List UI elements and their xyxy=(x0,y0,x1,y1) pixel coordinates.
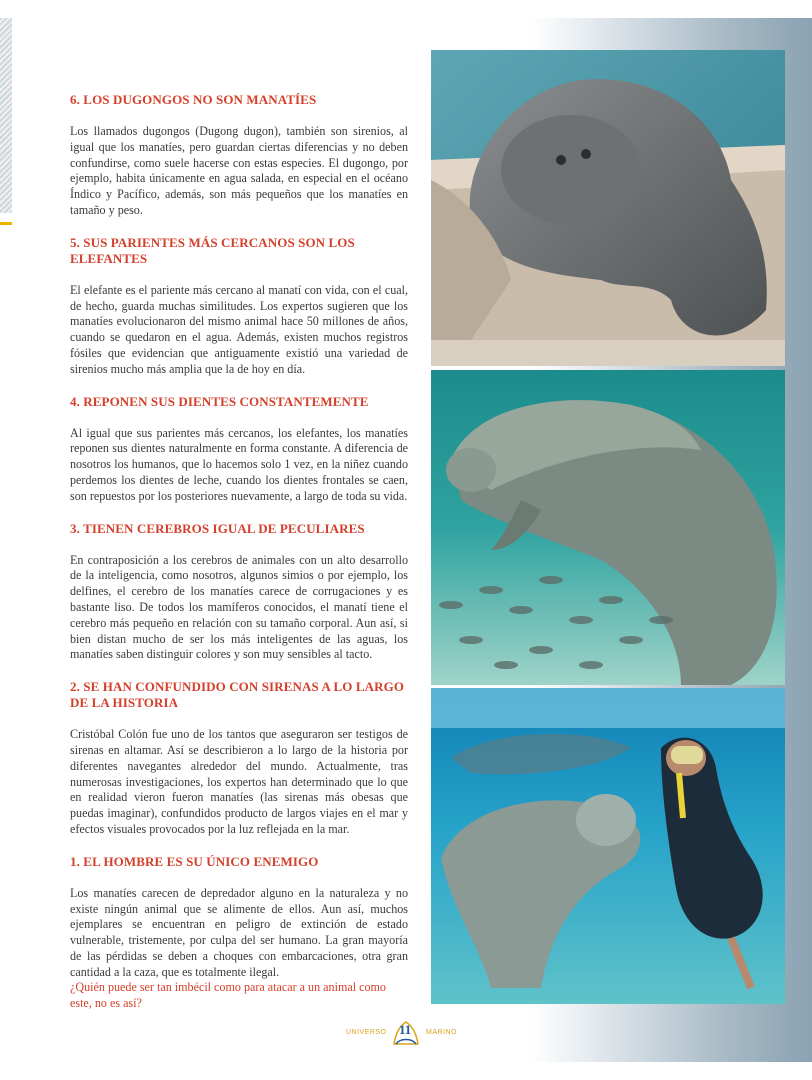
closing-question: ¿Quién puede ser tan imbécil como para atacar a un animal como este, no es así? xyxy=(70,980,386,1011)
section-3 xyxy=(70,521,408,664)
section-heading: 5. SUS PARIENTES MÁS CERCANOS SON LOS ELEFANTES xyxy=(70,234,355,266)
section-body: Cristóbal Colón fue uno de los tantos que aseguraron ser testigos de sirenas en altamar. Así se describieron a lo largo de la historia por diferentes navegantes alrededor del mundo. Actualmente, tras numerosas investigaciones, los expertos han determinado que lo que en realidad vieron fueron manatíes (las sirenas más obesas que puedas imaginar), confundidos producto de largos viajes en el mar y efectos visuales provocados por la luz reflejada en la mar. xyxy=(70,727,408,836)
section-heading: 4. REPONEN SUS DIENTES CONSTANTEMENTE xyxy=(70,393,369,409)
section-body: Los manatíes carecen de depredador alguno en la naturaleza y no existe ningún animal que se alimente de ellos. Aun así, muchos ejemplares se encuentran en peligro de extinción de estado vulnerable, tristemente, por culpa del ser humano. La gran mayoría de las pérdidas se deben a choques con embarcaciones, otra gran cantidad a la caza, que es totalmente ilegal. xyxy=(70,885,408,979)
left-accent-bar xyxy=(0,222,12,225)
section-heading: 3. TIENEN CEREBROS IGUAL DE PECULIARES xyxy=(70,520,365,536)
section-body: Al igual que sus parientes más cercanos, los elefantes, los manatíes reponen sus dientes naturalmente en forma constante. A diferencia de nosotros los humanos, que lo hacemos solo 1 vez, en la niñez cuando perdemos los dientes de leche, cuando los dientes frontales se caen, son repuestos por los posteriores nuevamente, a largo de toda su vida. xyxy=(70,425,408,503)
footer-brand-left: UNIVERSO xyxy=(346,1029,387,1036)
page-number: 11 xyxy=(399,1022,412,1037)
section-6 xyxy=(70,92,408,219)
section-5 xyxy=(70,235,408,378)
section-body: Los llamados dugongos (Dugong dugon), también son sirenios, al igual que los manatíes, pero guardan ciertas diferencias y no deben confundirse, como suele hacerse con estas especies. El dugongo, por ejemplo, habita únicamente en agua salada, en especial en el océano Índico y Pacífico, además, son más pequeños que los manatíes en tamaño y peso. xyxy=(70,124,408,217)
photo-snorkeler-with-manatees xyxy=(431,688,785,1004)
section-heading: 6. LOS DUGONGOS NO SON MANATÍES xyxy=(70,92,317,107)
section-4 xyxy=(70,394,408,505)
section-2 xyxy=(70,679,408,838)
article-column xyxy=(70,92,408,1012)
section-1 xyxy=(70,854,408,981)
photo-manatee-on-ledge xyxy=(431,50,785,366)
footer-brand-right: MARINO xyxy=(426,1029,457,1036)
photo-manatee-with-fish xyxy=(431,370,785,685)
section-heading: 1. EL HOMBRE ES SU ÚNICO ENEMIGO xyxy=(70,853,319,869)
section-body: En contraposición a los cerebros de animales con un alto desarrollo de la inteligencia, como nosotros, algunos simios o por ejemplo, los delfines, el cerebro de los manatíes carece de corrugaciones y es bastante liso. De todos los mamíferos conocidos, el manatí tiene el cerebro más pequeño en relación con su tamaño corporal. Aun así, si bien distan mucho de ser los más inteligentes de las aguas, los manatíes saben distinguir colores y son muy sensibles al tacto. xyxy=(70,552,408,662)
page-footer xyxy=(346,1018,456,1048)
left-decorative-stripe xyxy=(0,18,12,213)
section-body: El elefante es el pariente más cercano al manatí con vida, con el cual, de hecho, guarda muchas similitudes. Los expertos sugieren que los manatíes evolucionaron del mismo animal hace 50 millones de años, cuando se quedaron en el agua. Además, existen muchos registros fósiles que evidencian que antiguamente existió una variedad de sirenios mucho más amplia que la de hoy en día. xyxy=(70,282,408,376)
section-heading: 2. SE HAN CONFUNDIDO CON SIRENAS A LO LARGO DE LA HISTORIA xyxy=(70,679,405,711)
